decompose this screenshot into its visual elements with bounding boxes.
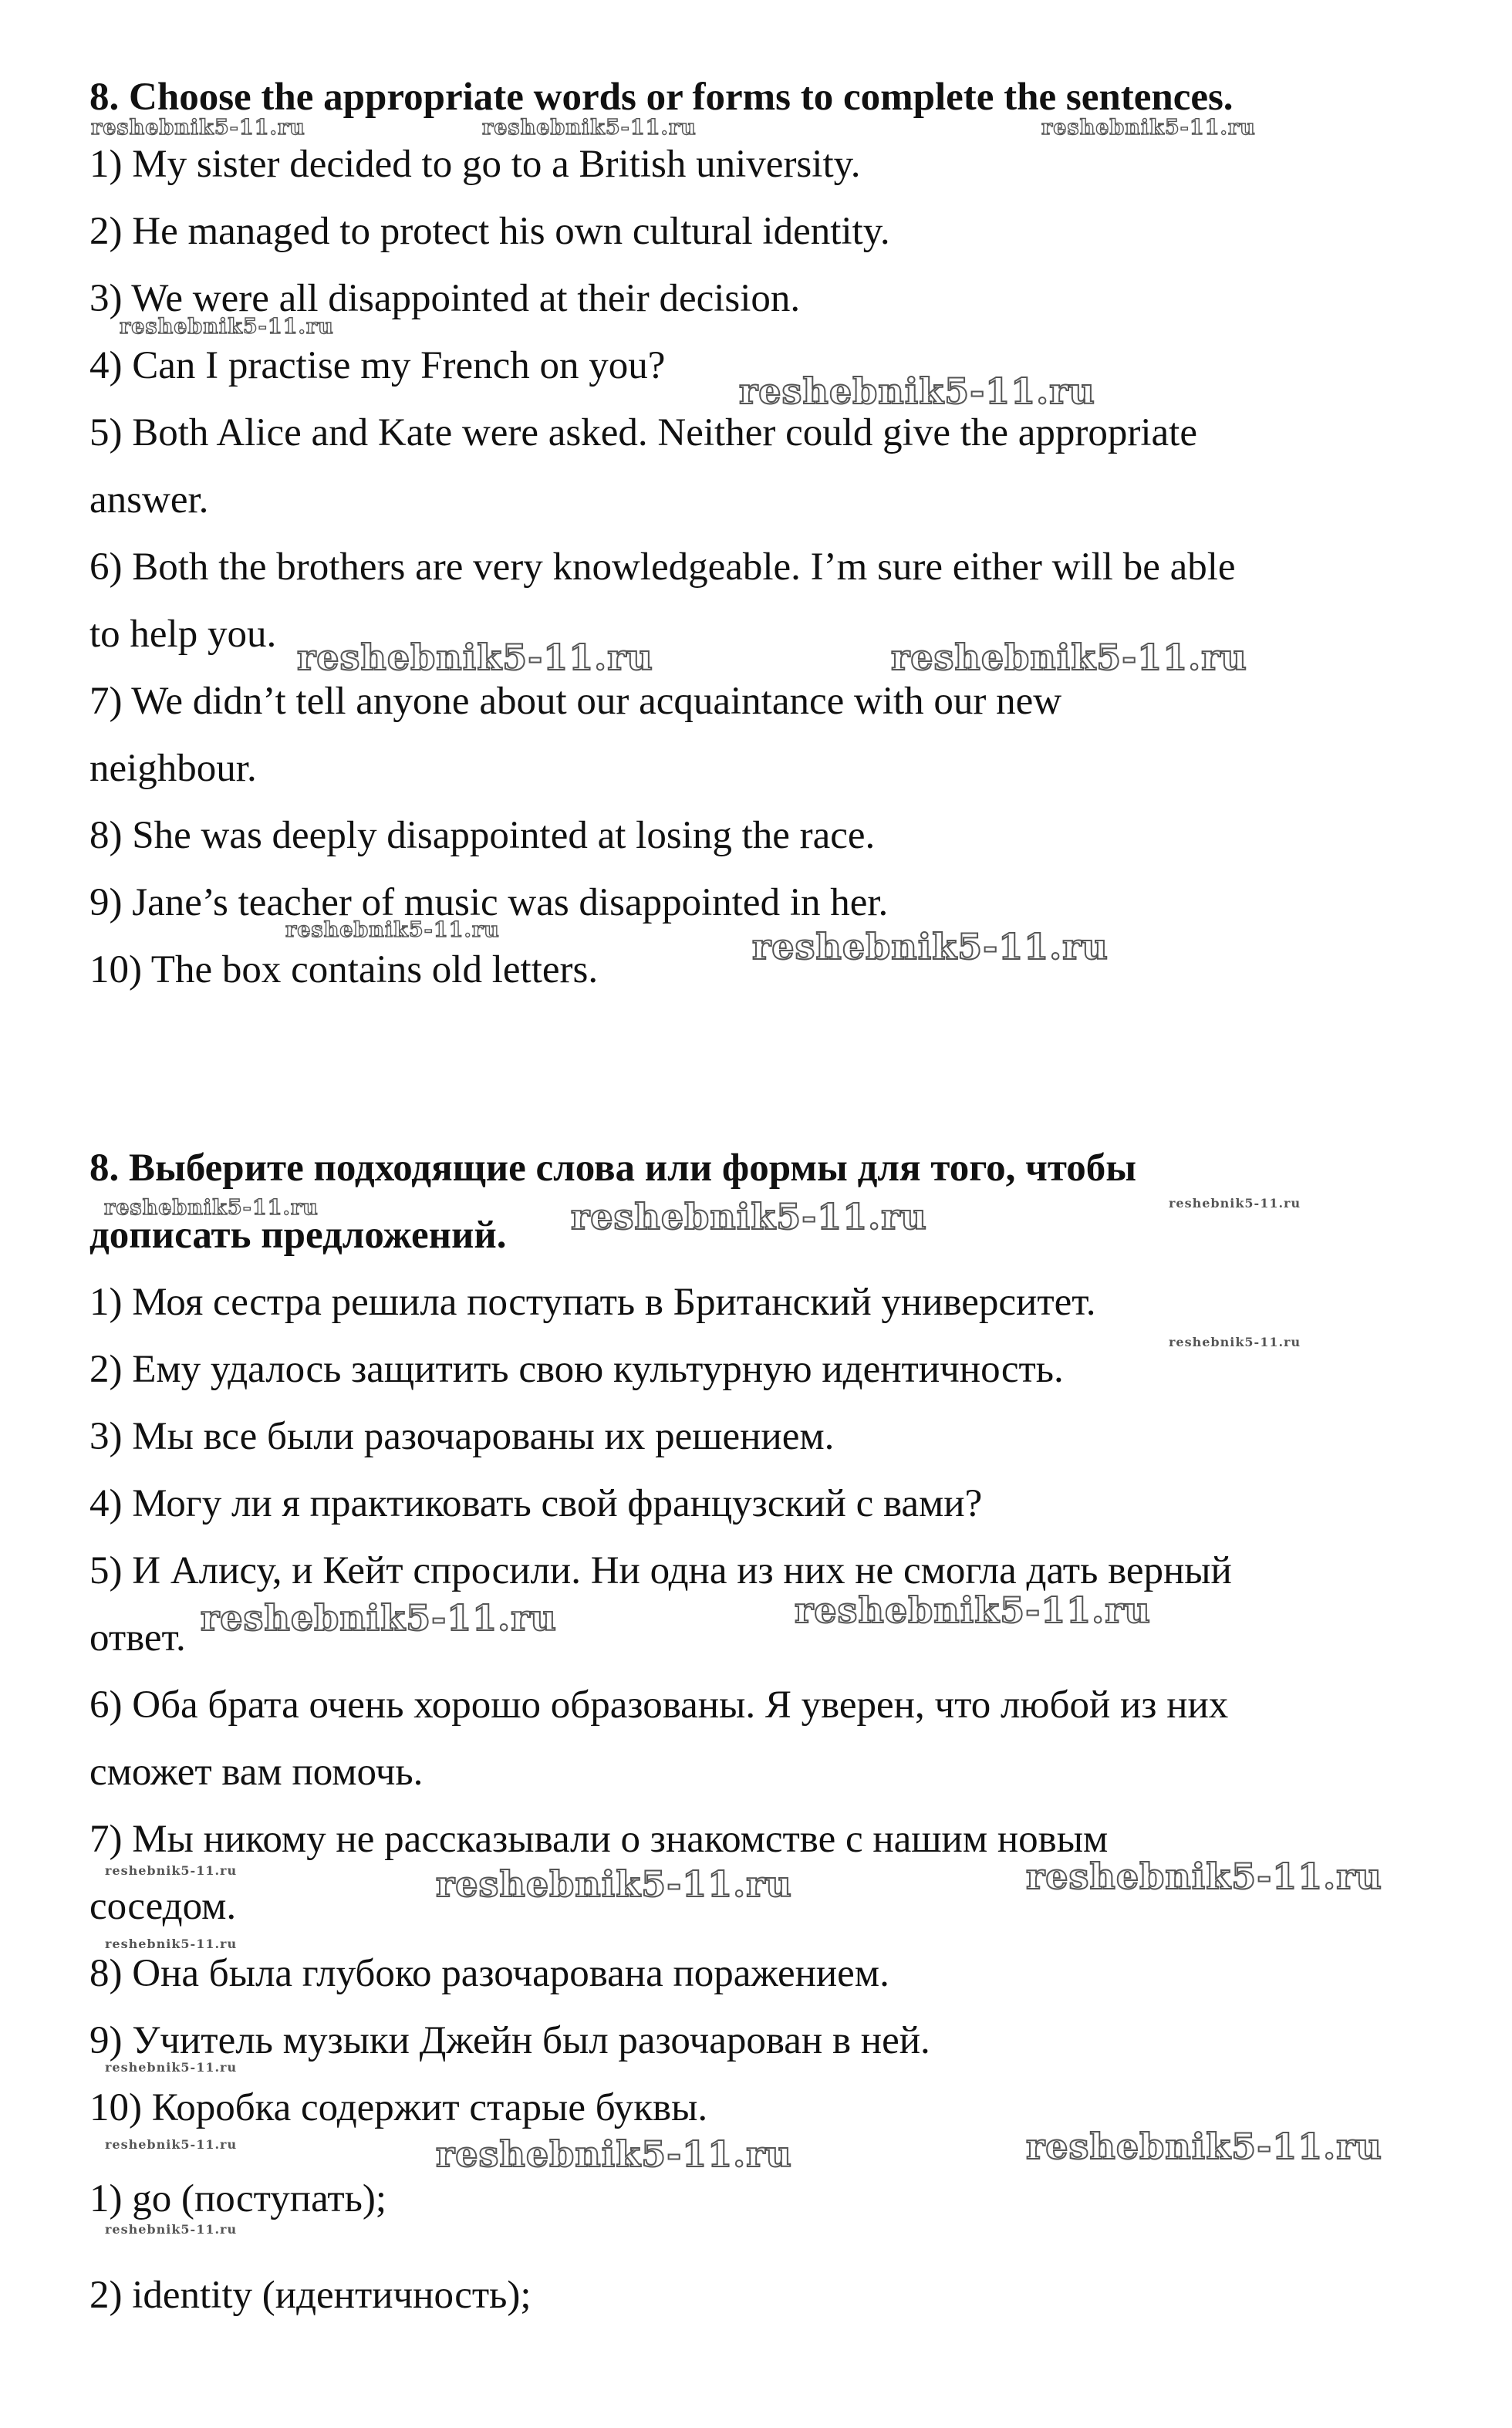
watermark: reshebnik5-11.ru <box>201 1597 557 1639</box>
russian-line-13: 10) Коробка содержит старые буквы. <box>89 2086 708 2129</box>
russian-line-11: 8) Она была глубоко разочарована поражением. <box>89 1952 889 1995</box>
watermark: reshebnik5-11.ru <box>105 2222 238 2237</box>
watermark: reshebnik5-11.ru <box>105 1937 238 1951</box>
english-line-11: 8) She was deeply disappointed at losing the race. <box>89 814 876 857</box>
watermark: reshebnik5-11.ru <box>1169 1196 1301 1211</box>
russian-line-5: 5) И Алису, и Кейт спросили. Ни одна из них не смогла дать верный <box>89 1549 1232 1592</box>
watermark: reshebnik5-11.ru <box>436 2133 792 2175</box>
watermark: reshebnik5-11.ru <box>120 315 334 339</box>
english-line-5: 5) Both Alice and Kate were asked. Neither could give the appropriate <box>89 411 1197 454</box>
english-heading: 8. Choose the appropriate words or forms to complete the sentences. <box>89 76 1234 119</box>
russian-line-6: ответ. <box>89 1616 186 1660</box>
russian-line-9: 7) Мы никому не рассказывали о знакомстве с нашим новым <box>89 1818 1109 1861</box>
english-line-6: answer. <box>89 478 209 522</box>
answer-2: 2) identity (идентичность); <box>89 2274 532 2317</box>
watermark: reshebnik5-11.ru <box>105 1863 238 1878</box>
watermark: reshebnik5-11.ru <box>436 1863 792 1905</box>
watermark: reshebnik5-11.ru <box>752 926 1109 967</box>
answer-1: 1) go (поступать); <box>89 2177 387 2220</box>
watermark: reshebnik5-11.ru <box>104 1196 319 1220</box>
english-line-8: to help you. <box>89 613 277 656</box>
english-line-2: 2) He managed to protect his own cultural identity. <box>89 210 890 253</box>
russian-line-12: 9) Учитель музыки Джейн был разочарован в ней. <box>89 2019 930 2062</box>
russian-line-4: 4) Могу ли я практиковать свой французский с вами? <box>89 1482 983 1525</box>
english-line-9: 7) We didn’t tell anyone about our acquaintance with our new <box>89 680 1062 723</box>
english-line-4: 4) Can I practise my French on you? <box>89 344 666 387</box>
watermark: reshebnik5-11.ru <box>1026 2126 1382 2167</box>
russian-line-10: соседом. <box>89 1885 237 1928</box>
russian-line-7: 6) Оба брата очень хорошо образованы. Я уверен, что любой из них <box>89 1683 1229 1727</box>
watermark: reshebnik5-11.ru <box>795 1589 1151 1631</box>
watermark: reshebnik5-11.ru <box>571 1196 927 1238</box>
english-line-12: 9) Jane’s teacher of music was disappointed in her. <box>89 881 889 924</box>
watermark: reshebnik5-11.ru <box>285 918 500 942</box>
russian-line-8: сможет вам помочь. <box>89 1751 424 1794</box>
watermark: reshebnik5-11.ru <box>1041 116 1256 140</box>
english-line-13: 10) The box contains old letters. <box>89 948 599 991</box>
watermark: reshebnik5-11.ru <box>739 370 1095 412</box>
watermark: reshebnik5-11.ru <box>91 116 305 140</box>
russian-heading-line-2: дописать предложений. <box>89 1214 507 1257</box>
english-line-7: 6) Both the brothers are very knowledgeable. I’m sure either will be able <box>89 545 1236 589</box>
watermark: reshebnik5-11.ru <box>891 637 1247 678</box>
watermark: reshebnik5-11.ru <box>105 2060 238 2075</box>
watermark: reshebnik5-11.ru <box>297 637 653 678</box>
russian-heading-line-1: 8. Выберите подходящие слова или формы для того, чтобы <box>89 1146 1137 1190</box>
watermark: reshebnik5-11.ru <box>482 116 697 140</box>
russian-line-2: 2) Ему удалось защитить свою культурную идентичность. <box>89 1348 1064 1391</box>
watermark: reshebnik5-11.ru <box>1026 1856 1382 1897</box>
english-line-10: neighbour. <box>89 747 257 790</box>
watermark: reshebnik5-11.ru <box>1169 1335 1301 1349</box>
english-line-3: 3) We were all disappointed at their decision. <box>89 277 801 320</box>
russian-line-3: 3) Мы все были разочарованы их решением. <box>89 1415 835 1458</box>
watermark: reshebnik5-11.ru <box>105 2137 238 2152</box>
english-line-1: 1) My sister decided to go to a British university. <box>89 143 861 186</box>
russian-line-1: 1) Моя сестра решила поступать в Британский университет. <box>89 1281 1096 1324</box>
